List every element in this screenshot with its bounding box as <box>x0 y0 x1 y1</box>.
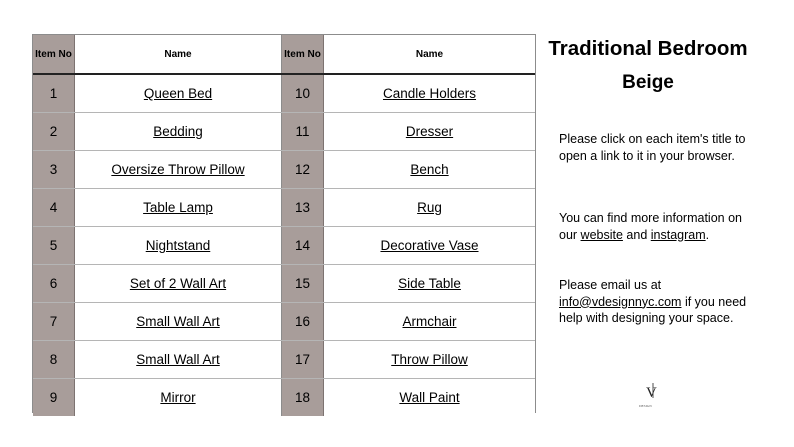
info-text <box>559 210 749 243</box>
item-name-cell <box>75 303 282 341</box>
item-name-cell <box>75 74 282 113</box>
item-link-candle-holders[interactable]: Candle Holders <box>382 86 477 101</box>
item-link-queen-bed[interactable]: Queen Bed <box>143 86 213 101</box>
item-name-cell <box>324 303 536 341</box>
item-number: 1 <box>33 74 75 113</box>
item-name-cell <box>324 113 536 151</box>
item-link-bedding[interactable]: Bedding <box>153 124 203 139</box>
item-link-table-lamp[interactable]: Table Lamp <box>143 200 213 215</box>
table-row <box>33 379 282 417</box>
item-name-cell <box>75 189 282 227</box>
email-prefix: Please email us at <box>559 278 662 292</box>
instagram-link[interactable]: instagram <box>650 227 706 242</box>
table-row <box>282 379 535 417</box>
item-name-cell <box>324 379 536 417</box>
item-number: 15 <box>282 265 324 303</box>
item-number: 8 <box>33 341 75 379</box>
logo-text: DESIGN <box>639 404 652 408</box>
page-title: Traditional Bedroom <box>548 37 748 60</box>
item-name-cell <box>75 379 282 417</box>
email-link[interactable]: info@vdesignnyc.com <box>559 294 682 309</box>
table-row <box>282 74 535 113</box>
item-name-cell <box>324 341 536 379</box>
item-name-cell <box>75 113 282 151</box>
item-link-side-table[interactable]: Side Table <box>398 276 461 291</box>
item-link-armchair[interactable]: Armchair <box>402 314 457 329</box>
table-header-row <box>33 35 282 74</box>
item-link-bench[interactable]: Bench <box>410 162 449 177</box>
logo-letter: V <box>646 385 657 401</box>
item-name-cell <box>324 265 536 303</box>
item-link-small-wall-art[interactable]: Small Wall Art <box>136 314 220 329</box>
item-name-cell <box>75 227 282 265</box>
table-row <box>282 265 535 303</box>
table-row <box>33 113 282 151</box>
table-row <box>282 303 535 341</box>
table-header-row <box>282 35 535 74</box>
header-item-no: Item No <box>33 35 75 74</box>
item-name-cell <box>324 227 536 265</box>
color-subtitle: Beige <box>622 72 674 93</box>
table-row <box>282 113 535 151</box>
item-link-mirror[interactable]: Mirror <box>160 390 196 405</box>
item-number: 3 <box>33 151 75 189</box>
item-link-oversize-throw-pillow[interactable]: Oversize Throw Pillow <box>111 162 245 177</box>
item-link-nightstand[interactable]: Nightstand <box>145 238 211 253</box>
item-number: 16 <box>282 303 324 341</box>
table-row <box>33 189 282 227</box>
item-number: 2 <box>33 113 75 151</box>
item-number: 4 <box>33 189 75 227</box>
email-text <box>559 277 749 327</box>
header-name: Name <box>75 35 282 74</box>
website-link[interactable]: website <box>580 227 623 242</box>
item-link-throw-pillow[interactable]: Throw Pillow <box>391 352 468 367</box>
table-row <box>33 265 282 303</box>
item-link-set-of-2-wall-art[interactable]: Set of 2 Wall Art <box>129 276 227 291</box>
item-name-cell <box>75 151 282 189</box>
item-name-cell <box>324 189 536 227</box>
item-number: 13 <box>282 189 324 227</box>
table-row <box>282 151 535 189</box>
table-row <box>33 151 282 189</box>
instruction-text: Please click on each item's title to open a link to it in your browser. <box>559 132 746 163</box>
item-name-cell <box>75 341 282 379</box>
item-name-cell <box>75 265 282 303</box>
item-number: 6 <box>33 265 75 303</box>
item-link-rug[interactable]: Rug <box>417 200 442 215</box>
item-link-wall-paint[interactable]: Wall Paint <box>399 390 460 405</box>
email-suffix: if you need help with designing your space. <box>559 294 747 325</box>
item-number: 7 <box>33 303 75 341</box>
item-link-small-wall-art-2[interactable]: Small Wall Art <box>136 352 220 367</box>
item-number: 14 <box>282 227 324 265</box>
item-name-cell <box>324 151 536 189</box>
table-row <box>33 341 282 379</box>
info-prefix: You can find more information on our <box>559 211 742 242</box>
item-number: 18 <box>282 379 324 417</box>
item-number: 17 <box>282 341 324 379</box>
item-number: 5 <box>33 227 75 265</box>
item-number: 11 <box>282 113 324 151</box>
table-row <box>282 227 535 265</box>
item-link-dresser[interactable]: Dresser <box>405 124 454 139</box>
info-panel <box>548 34 763 95</box>
item-number: 10 <box>282 74 324 113</box>
header-name: Name <box>324 35 536 74</box>
table-row <box>282 341 535 379</box>
item-number: 9 <box>33 379 75 417</box>
header-item-no: Item No <box>282 35 324 74</box>
table-row <box>33 74 282 113</box>
table-row <box>33 227 282 265</box>
item-tables <box>32 34 536 413</box>
table-row <box>282 189 535 227</box>
info-suffix: . <box>705 227 710 242</box>
item-name-cell <box>324 74 536 113</box>
item-link-decorative-vase[interactable]: Decorative Vase <box>380 238 479 253</box>
table-row <box>33 303 282 341</box>
items-table-left <box>33 35 282 416</box>
items-table-right <box>282 35 535 416</box>
vdesign-logo <box>638 380 658 408</box>
item-number: 12 <box>282 151 324 189</box>
info-and: and <box>622 227 651 242</box>
